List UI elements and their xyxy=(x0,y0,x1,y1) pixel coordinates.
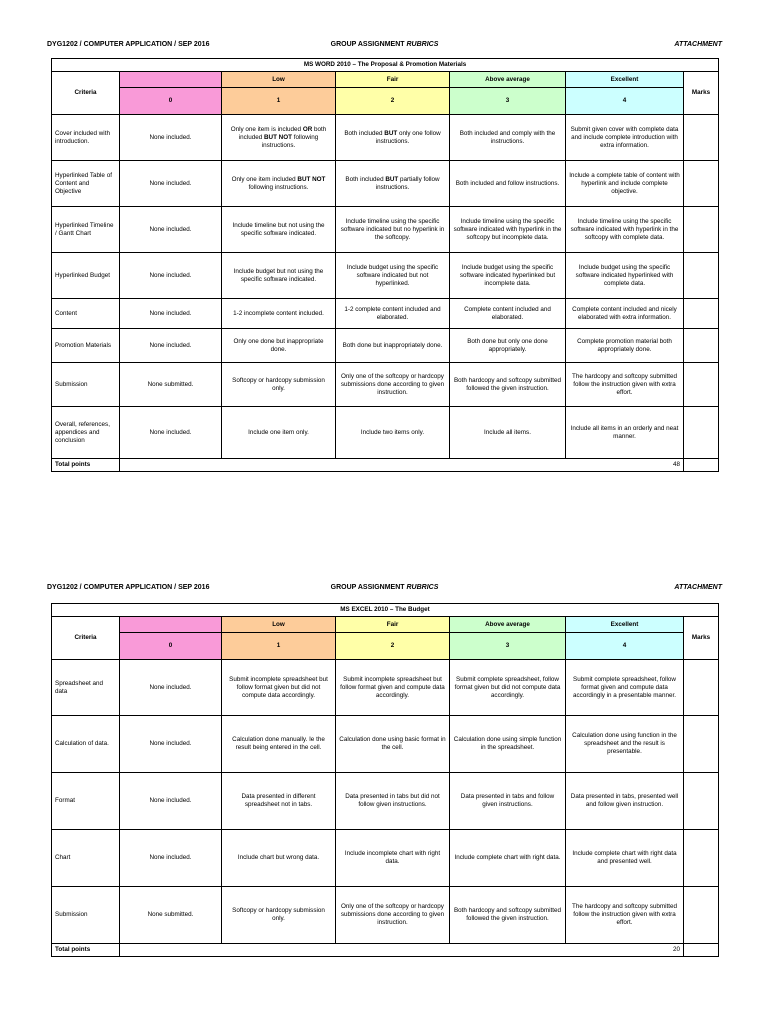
criteria-cell: Promotion Materials xyxy=(52,329,120,363)
rubric-row xyxy=(52,830,719,887)
rubric-cell-score-2: Both included BUT only one follow instructions. xyxy=(336,115,450,161)
level-header-excellent: Excellent xyxy=(566,72,684,88)
rubric-cell-score-4: Calculation done using function in the spreadsheet and the result is presentable. xyxy=(566,716,684,773)
score-header-2: 2 xyxy=(336,633,450,660)
level-header-0 xyxy=(120,617,222,633)
rubric-row xyxy=(52,716,719,773)
rubric-cell-score-4: Include complete chart with right data and presented well. xyxy=(566,830,684,887)
header-course-code: DYG1202 / COMPUTER APPLICATION / SEP 2016 xyxy=(47,584,210,591)
marks-cell xyxy=(684,887,719,944)
rubric-cell-score-1: Include chart but wrong data. xyxy=(222,830,336,887)
rubric-cell-score-4: Submit complete spreadsheet, follow format given and compute data accordingly in a presentable manner. xyxy=(566,660,684,716)
rubric-cell-score-4: The hardcopy and softcopy submitted follow the instruction given with extra effort. xyxy=(566,363,684,407)
marks-cell xyxy=(684,660,719,716)
rubric-row xyxy=(52,660,719,716)
rubric-cell-score-2: 1-2 complete content included and elaborated. xyxy=(336,299,450,329)
score-header-4: 4 xyxy=(566,633,684,660)
rubric-cell-score-2: Include incomplete chart with right data. xyxy=(336,830,450,887)
total-points-value: 48 xyxy=(120,459,684,472)
rubric-cell-score-4: Complete content included and nicely elaborated with extra information. xyxy=(566,299,684,329)
criteria-cell: Hyperlinked Table of Content and Objective xyxy=(52,161,120,207)
criteria-cell: Submission xyxy=(52,887,120,944)
rubric-cell-score-0: None included. xyxy=(120,299,222,329)
rubric-cell-score-4: Include all items in an orderly and neat manner. xyxy=(566,407,684,459)
rubric-row xyxy=(52,887,719,944)
rubric-cell-score-2: Both done but inappropriately done. xyxy=(336,329,450,363)
rubric-cell-score-2: Both included BUT partially follow instructions. xyxy=(336,161,450,207)
marks-header: Marks xyxy=(684,617,719,660)
criteria-cell: Calculation of data. xyxy=(52,716,120,773)
criteria-cell: Overall, references, appendices and conclusion xyxy=(52,407,120,459)
rubric-cell-score-1: 1-2 incomplete content included. xyxy=(222,299,336,329)
rubric-cell-score-1: Only one item is included OR both included BUT NOT following instructions. xyxy=(222,115,336,161)
total-points-label: Total points xyxy=(52,944,120,957)
score-header-4: 4 xyxy=(566,88,684,115)
score-header-1: 1 xyxy=(222,633,336,660)
rubric-cell-score-0: None included. xyxy=(120,329,222,363)
score-header-3: 3 xyxy=(450,88,566,115)
criteria-cell: Hyperlinked Timeline / Gantt Chart xyxy=(52,207,120,253)
criteria-cell: Spreadsheet and data xyxy=(52,660,120,716)
marks-cell xyxy=(684,830,719,887)
rubric-cell-score-1: Softcopy or hardcopy submission only. xyxy=(222,363,336,407)
total-points-label: Total points xyxy=(52,459,120,472)
rubric-cell-score-0: None included. xyxy=(120,830,222,887)
marks-cell xyxy=(684,716,719,773)
rubric-cell-score-0: None submitted. xyxy=(120,363,222,407)
rubric-cell-score-1: Include one item only. xyxy=(222,407,336,459)
marks-header: Marks xyxy=(684,72,719,115)
rubric-cell-score-1: Data presented in different spreadsheet not in tabs. xyxy=(222,773,336,830)
rubric-cell-score-4: Include budget using the specific software indicated hyperlinked with complete data. xyxy=(566,253,684,299)
criteria-header: Criteria xyxy=(52,617,120,660)
rubric-cell-score-3: Complete content included and elaborated. xyxy=(450,299,566,329)
rubric-cell-score-1: Only one done but inappropriate done. xyxy=(222,329,336,363)
score-header-1: 1 xyxy=(222,88,336,115)
header-attachment: ATTACHMENT xyxy=(674,41,722,48)
table-title: MS WORD 2010 – The Proposal & Promotion Materials xyxy=(52,59,719,72)
rubric-cell-score-1: Only one item included BUT NOT following instructions. xyxy=(222,161,336,207)
rubric-cell-score-0: None included. xyxy=(120,161,222,207)
rubric-row xyxy=(52,773,719,830)
rubric-cell-score-3: Both hardcopy and softcopy submitted followed the given instruction. xyxy=(450,887,566,944)
rubric-cell-score-2: Data presented in tabs but did not follow given instructions. xyxy=(336,773,450,830)
rubric-cell-score-0: None included. xyxy=(120,716,222,773)
rubric-cell-score-4: Include timeline using the specific software indicated with hyperlink in the softcopy with complete data. xyxy=(566,207,684,253)
rubric-cell-score-3: Both included and comply with the instructions. xyxy=(450,115,566,161)
total-marks-cell xyxy=(684,944,719,957)
criteria-cell: Submission xyxy=(52,363,120,407)
rubric-cell-score-3: Include budget using the specific software indicated hyperlinked but incomplete data. xyxy=(450,253,566,299)
rubric-cell-score-1: Submit incomplete spreadsheet but follow format given but did not compute data accordingly. xyxy=(222,660,336,716)
total-points-value: 20 xyxy=(120,944,684,957)
rubric-cell-score-1: Include budget but not using the specific software indicated. xyxy=(222,253,336,299)
rubric-cell-score-3: Both included and follow instructions. xyxy=(450,161,566,207)
rubric-cell-score-0: None submitted. xyxy=(120,887,222,944)
criteria-cell: Chart xyxy=(52,830,120,887)
score-header-3: 3 xyxy=(450,633,566,660)
rubric-cell-score-4: Complete promotion material both appropriately done. xyxy=(566,329,684,363)
rubric-cell-score-2: Include two items only. xyxy=(336,407,450,459)
score-header-0: 0 xyxy=(120,633,222,660)
rubric-cell-score-0: None included. xyxy=(120,660,222,716)
rubric-cell-score-4: Include a complete table of content with hyperlink and include complete objective. xyxy=(566,161,684,207)
level-header-above-average: Above average xyxy=(450,617,566,633)
rubric-cell-score-3: Both done but only one done appropriately. xyxy=(450,329,566,363)
level-header-fair: Fair xyxy=(336,72,450,88)
rubric-cell-score-0: None included. xyxy=(120,207,222,253)
score-header-0: 0 xyxy=(120,88,222,115)
criteria-cell: Cover included with introduction. xyxy=(52,115,120,161)
rubric-cell-score-3: Include all items. xyxy=(450,407,566,459)
header-attachment: ATTACHMENT xyxy=(674,584,722,591)
rubric-cell-score-3: Data presented in tabs and follow given instructions. xyxy=(450,773,566,830)
rubric-cell-score-1: Calculation done manually. Ie the result being entered in the cell. xyxy=(222,716,336,773)
rubric-cell-score-3: Calculation done using simple function in the spreadsheet. xyxy=(450,716,566,773)
header-course-code: DYG1202 / COMPUTER APPLICATION / SEP 2016 xyxy=(47,41,210,48)
rubric-cell-score-2: Include timeline using the specific software indicated but no hyperlink in the softcopy. xyxy=(336,207,450,253)
rubric-cell-score-2: Submit incomplete spreadsheet but follow format given and compute data accordingly. xyxy=(336,660,450,716)
rubric-cell-score-0: None included. xyxy=(120,253,222,299)
rubric-cell-score-4: Data presented in tabs, presented well and follow given instruction. xyxy=(566,773,684,830)
rubric-cell-score-2: Only one of the softcopy or hardcopy submissions done according to given instruction. xyxy=(336,887,450,944)
marks-cell xyxy=(684,773,719,830)
rubric-cell-score-2: Only one of the softcopy or hardcopy submissions done according to given instruction. xyxy=(336,363,450,407)
level-header-low: Low xyxy=(222,72,336,88)
criteria-cell: Format xyxy=(52,773,120,830)
rubric-cell-score-2: Calculation done using basic format in the cell. xyxy=(336,716,450,773)
rubric-cell-score-4: Submit given cover with complete data and include complete introduction with extra information. xyxy=(566,115,684,161)
rubric-cell-score-0: None included. xyxy=(120,773,222,830)
level-header-fair: Fair xyxy=(336,617,450,633)
page-header xyxy=(47,584,722,596)
rubric-cell-score-3: Both hardcopy and softcopy submitted followed the given instruction. xyxy=(450,363,566,407)
rubric-cell-score-0: None included. xyxy=(120,115,222,161)
table-title: MS EXCEL 2010 – The Budget xyxy=(52,604,719,617)
rubric-cell-score-3: Include complete chart with right data. xyxy=(450,830,566,887)
criteria-header: Criteria xyxy=(52,72,120,115)
rubric-cell-score-2: Include budget using the specific software indicated but not hyperlinked. xyxy=(336,253,450,299)
level-header-excellent: Excellent xyxy=(566,617,684,633)
level-header-low: Low xyxy=(222,617,336,633)
header-title: GROUP ASSIGNMENT RUBRICS xyxy=(330,584,439,591)
level-header-above-average: Above average xyxy=(450,72,566,88)
rubric-cell-score-3: Submit complete spreadsheet, follow format given but did not compute data accordingly. xyxy=(450,660,566,716)
score-header-2: 2 xyxy=(336,88,450,115)
criteria-cell: Hyperlinked Budget xyxy=(52,253,120,299)
rubric-cell-score-3: Include timeline using the specific software indicated with hyperlink in the softcopy but incomplete data. xyxy=(450,207,566,253)
rubric-table-excel xyxy=(51,603,719,957)
rubric-cell-score-1: Include timeline but not using the specific software indicated. xyxy=(222,207,336,253)
header-title: GROUP ASSIGNMENT RUBRICS xyxy=(330,41,439,48)
rubric-cell-score-4: The hardcopy and softcopy submitted follow the instruction given with extra effort. xyxy=(566,887,684,944)
rubric-cell-score-1: Softcopy or hardcopy submission only. xyxy=(222,887,336,944)
criteria-cell: Content xyxy=(52,299,120,329)
rubric-cell-score-0: None included. xyxy=(120,407,222,459)
